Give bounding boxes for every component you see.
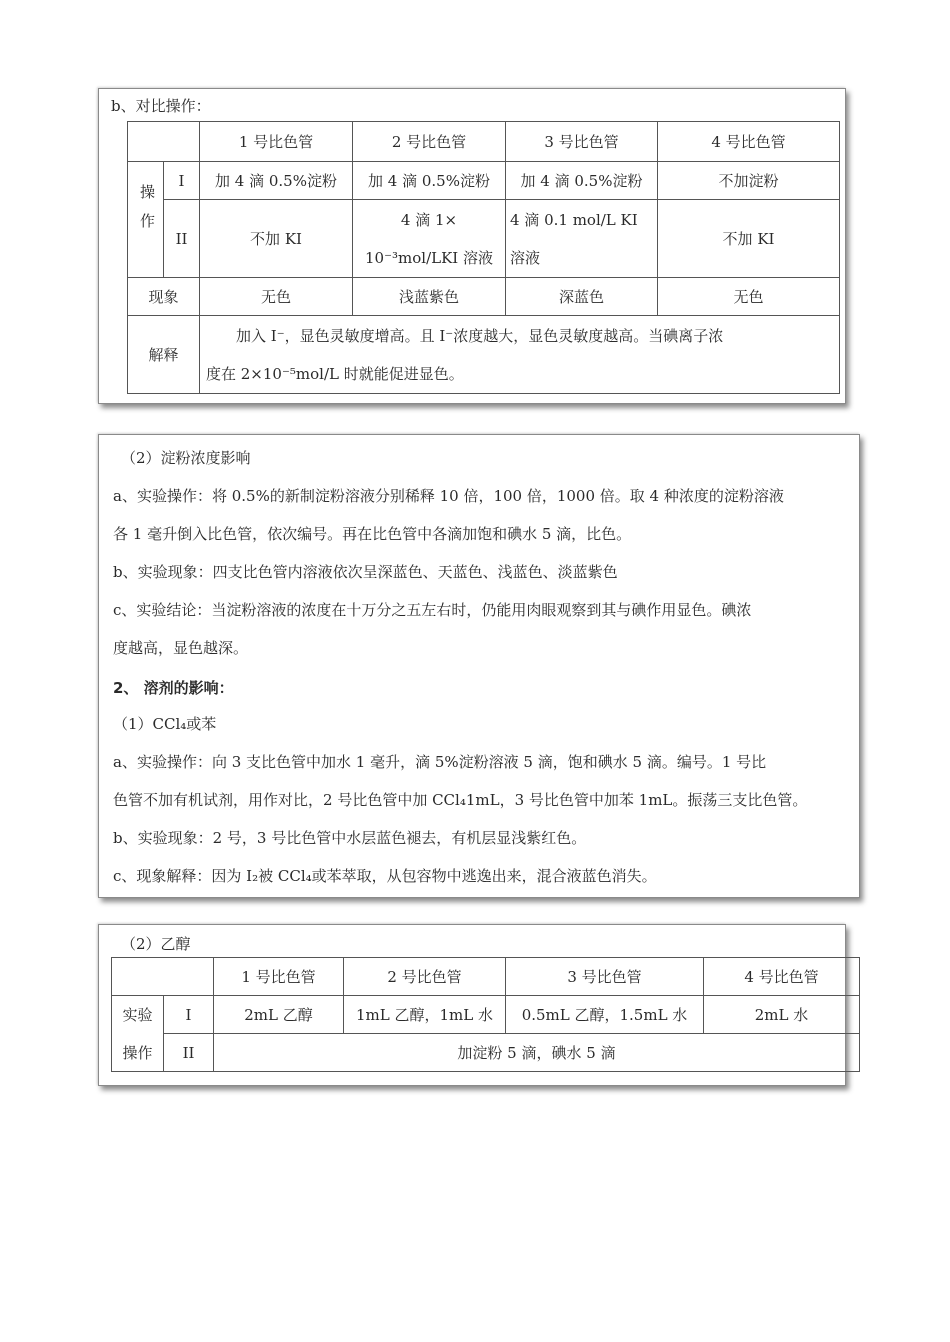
paragraph-line: 色管不加有机试剂，用作对比，2 号比色管中加 CCl₄1mL，3 号比色管中加苯 1mL。振荡三支比色管。 [113,791,808,809]
table-cell [506,200,658,278]
table-cell [353,200,506,278]
section-title: b、对比操作： [111,97,211,115]
table-cell: 不加淀粉 [658,162,840,200]
header-tube-3: 3 号比色管 [506,122,658,162]
starch-solvent-panel [98,434,860,898]
section-heading: 2、 溶剂的影响： [113,679,234,697]
cell-line: 10⁻³mol/LKI 溶液 [365,248,493,267]
cell-line: 溶液 [510,248,541,267]
table-row [128,278,840,316]
table-cell: 无色 [200,278,353,316]
table-cell: 加淀粉 5 滴，碘水 5 滴 [214,1034,860,1072]
paragraph-line: c、现象解释：因为 I₂被 CCl₄或苯萃取，从包容物中逃逸出来，混合液蓝色消失。 [113,867,657,885]
paragraph-line: b、实验现象：2 号，3 号比色管中水层蓝色褪去，有机层显浅紫红色。 [113,829,587,847]
comparison-operation-panel [98,88,846,404]
paragraph-line: a、实验操作：向 3 支比色管中加水 1 毫升，滴 5%淀粉溶液 5 滴，饱和碘水 5 滴。编号。1 号比 [113,753,767,771]
header-tube-2: 2 号比色管 [353,122,506,162]
comparison-table [127,121,840,394]
table-cell: 2mL 乙醇 [214,996,344,1034]
header-tube-2: 2 号比色管 [344,958,506,996]
table-row [128,200,840,278]
table-cell: 不加 KI [658,200,840,278]
paragraph-line: a、实验操作：将 0.5%的新制淀粉溶液分别稀释 10 倍，100 倍，1000 倍。取 4 种浓度的淀粉溶液 [113,487,784,505]
explanation-line: 加入 I⁻，显色灵敏度增高。且 I⁻浓度越大，显色灵敏度越高。当碘离子浓 [236,326,724,345]
table-header-row [112,958,860,996]
operation-label: 操作 [128,162,164,278]
table-cell: 1mL 乙醇，1mL 水 [344,996,506,1034]
table-cell: 加 4 滴 0.5%淀粉 [506,162,658,200]
table-cell: 无色 [658,278,840,316]
paragraph-line: b、实验现象：四支比色管内溶液依次呈深蓝色、天蓝色、浅蓝色、淡蓝紫色 [113,563,618,581]
explanation-line: 度在 2×10⁻⁵mol/L 时就能促进显色。 [206,364,464,383]
row-roman-1: I [164,162,200,200]
subsection-title: （2）淀粉浓度影响 [121,449,251,467]
table-cell: 0.5mL 乙醇，1.5mL 水 [506,996,704,1034]
header-tube-4: 4 号比色管 [658,122,840,162]
row-roman-2: II [164,200,200,278]
cell-line: 4 滴 0.1 mol/L KI [510,210,638,229]
experiment-label-top: 实验 [112,996,164,1034]
table-header-row [128,122,840,162]
table-cell: 加 4 滴 0.5%淀粉 [200,162,353,200]
table-cell: 加 4 滴 0.5%淀粉 [353,162,506,200]
table-row [128,316,840,394]
cell-line: 4 滴 1× [400,210,458,229]
phenomenon-label: 现象 [128,278,200,316]
paragraph-line: c、实验结论：当淀粉溶液的浓度在十万分之五左右时，仍能用肉眼观察到其与碘作用显色。碘浓 [113,601,752,619]
header-tube-1: 1 号比色管 [200,122,353,162]
header-tube-1: 1 号比色管 [214,958,344,996]
table-cell: 浅蓝紫色 [353,278,506,316]
table-corner [112,958,214,996]
experiment-label-bottom: 操作 [112,1034,164,1072]
table-cell: 不加 KI [200,200,353,278]
explanation-cell [200,316,840,394]
table-cell: 2mL 水 [704,996,860,1034]
header-tube-3: 3 号比色管 [506,958,704,996]
table-row [128,162,840,200]
paragraph-line: 各 1 毫升倒入比色管，依次编号。再在比色管中各滴加饱和碘水 5 滴，比色。 [113,525,632,543]
explanation-label: 解释 [128,316,200,394]
paragraph-line: 度越高，显色越深。 [113,639,249,657]
subsection-title: （2）乙醇 [121,935,191,953]
table-corner [128,122,200,162]
ethanol-table [111,957,860,1072]
subsection-title: （1）CCl₄或苯 [113,715,217,733]
header-tube-4: 4 号比色管 [704,958,860,996]
ethanol-panel [98,924,846,1086]
row-roman-2: II [164,1034,214,1072]
table-row [112,996,860,1034]
table-cell: 深蓝色 [506,278,658,316]
row-roman-1: I [164,996,214,1034]
table-row [112,1034,860,1072]
